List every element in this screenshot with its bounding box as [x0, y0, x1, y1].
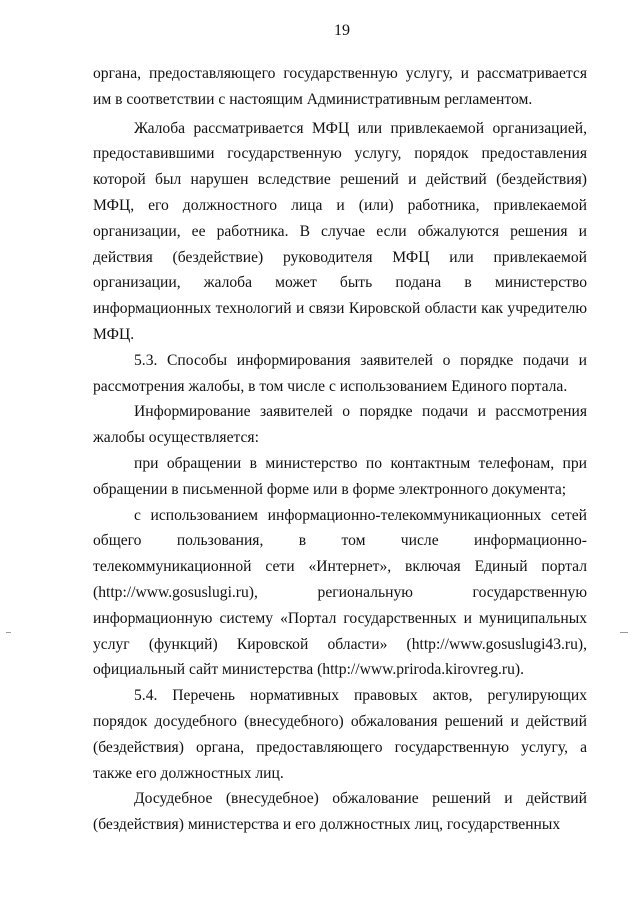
paragraph-5: при обращении в министерство по контактным телефонам, при обращении в письменной форме или в форме электронного документа; — [93, 454, 587, 498]
scan-mark-left — [6, 632, 11, 633]
paragraph-6: с использованием информационно-телекоммуникационных сетей общего пользования, в том числе информационно-телекоммуникационной сети «Интернет», включая Единый портал (http://www.gosuslugi.ru), региональную государственную информационную систему «Портал государственных и муниципальных услуг (функций) Кировской области» (http://www.gosuslugi43.ru), официальный сайт министерства (http://www.priroda.kirovreg.ru). — [93, 506, 587, 679]
paragraph-1: органа, предоставляющего государственную услугу, и рассматривается им в соответствии с настоящим Административным регламентом. — [93, 65, 587, 108]
paragraph-2: Жалоба рассматривается МФЦ или привлекаемой организацией, предоставившими государственную услугу, порядок предоставления которой был нарушен вследствие решений и действий (бездействия) МФЦ, его должностного лица и (или) работника, привлекаемой организации, ее работника. В случае если обжалуются решения и действия (бездействие) руководителя МФЦ или привлекаемой организации, жалоба может быть подана в министерство информационных технологий и связи Кировской области как учредителю МФЦ. — [93, 119, 587, 343]
page-number: 19 — [334, 22, 350, 39]
paragraph-8: Досудебное (внесудебное) обжалование решений и действий (бездействия) министерства и его должностных лиц, государственных — [93, 790, 587, 834]
paragraph-4: Информирование заявителей о порядке подачи и рассмотрения жалобы осуществляется: — [93, 403, 587, 447]
scan-mark-right — [620, 632, 628, 633]
paragraph-7-section-5-4: 5.4. Перечень нормативных правовых актов, регулирующих порядок досудебного (внесудебного) обжалования решений и действий (бездействия) органа, предоставляющего государственную услугу, а также его должностных лиц. — [93, 687, 587, 782]
paragraph-3-section-5-3: 5.3. Способы информирования заявителей о порядке подачи и рассмотрения жалобы, в том числе с использованием Единого портала. — [93, 351, 587, 395]
document-body — [93, 61, 587, 838]
